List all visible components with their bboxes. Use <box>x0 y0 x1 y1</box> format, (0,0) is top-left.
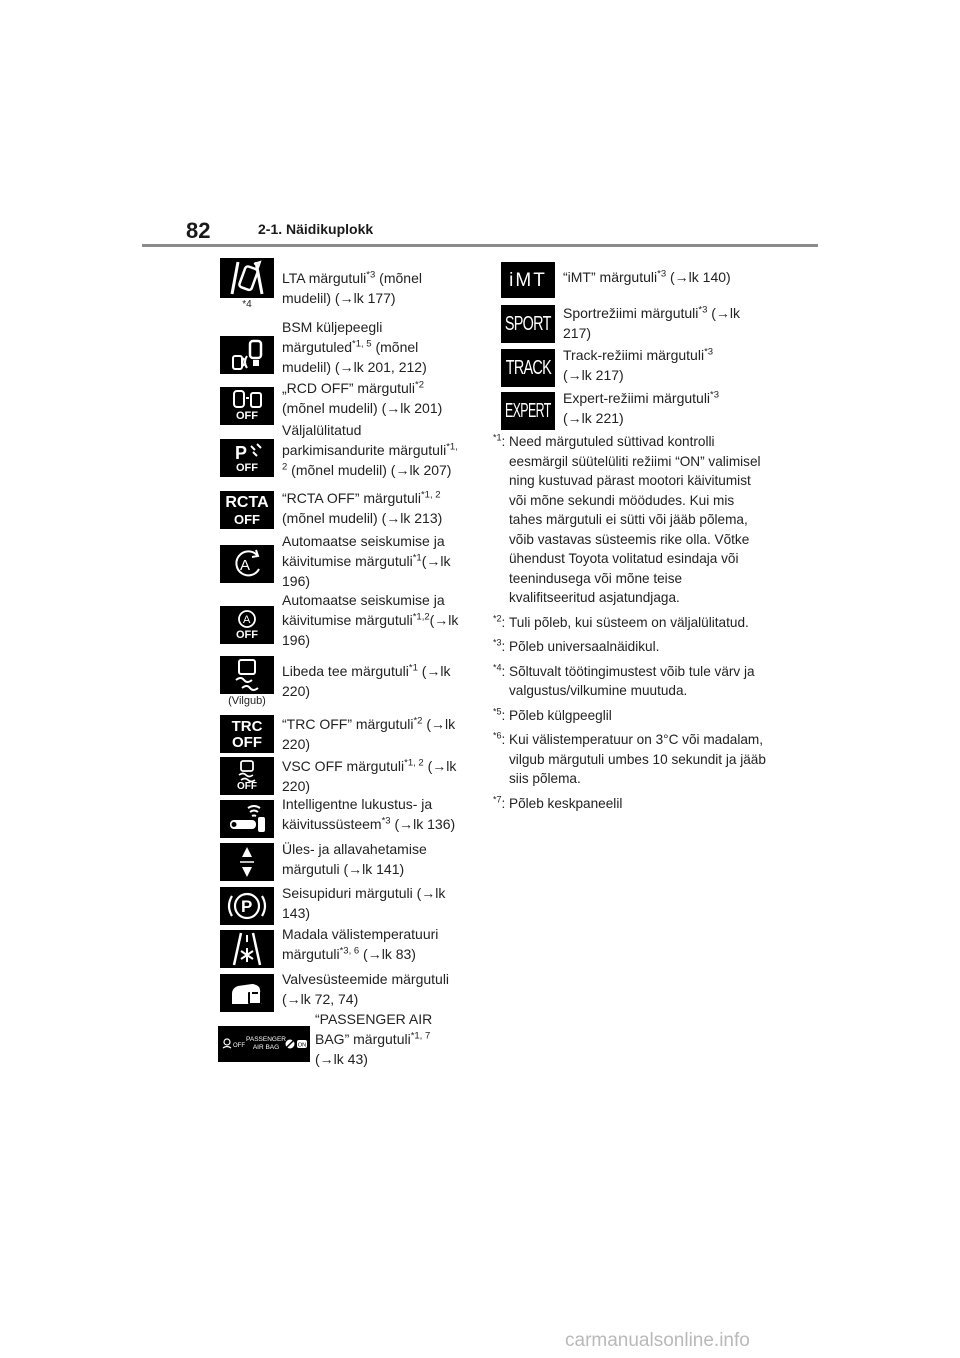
footnotes <box>493 432 768 818</box>
description-text: lk <box>446 758 457 774</box>
description-text: 220) <box>282 683 311 699</box>
footnote-marker: *1 <box>493 432 502 443</box>
description-text: ( <box>417 663 427 679</box>
description-text: lk 140) <box>688 269 731 285</box>
security-indicator-icon <box>220 974 274 1012</box>
passenger-airbag-icon <box>218 1026 310 1062</box>
description-text: → <box>674 269 689 285</box>
description-text: → <box>319 1051 334 1067</box>
footnote-text: Põleb keskpaneelil <box>509 795 623 811</box>
indicator-description <box>282 488 472 528</box>
description-text: Libeda tee märgutuli <box>282 663 409 679</box>
parking-sensor-off-icon <box>220 439 274 477</box>
description-text: → <box>567 367 582 383</box>
description-text: “RCTA OFF” märgutuli <box>282 490 421 506</box>
description-text: lk 136) <box>413 816 456 832</box>
icon-text: ON <box>297 1042 307 1049</box>
description-text: ( <box>390 816 400 832</box>
footnote-ref: *3 <box>381 815 391 827</box>
icon-text: OFF <box>233 1043 245 1049</box>
stop-start-icon <box>220 545 274 583</box>
description-text: lk <box>440 553 451 569</box>
blind-spot-monitor-icon <box>220 336 274 374</box>
description-text: märgutuli ( <box>282 861 349 877</box>
description-text: Intelligentne lukustus- ja <box>282 796 433 812</box>
description-text: lk <box>729 305 741 321</box>
footnote-ref: *1, 2 <box>404 757 424 769</box>
indicator-description <box>282 924 472 964</box>
description-text: Automaatse seiskumise ja <box>282 533 445 549</box>
description-text: ( <box>282 991 287 1007</box>
indicator-description <box>282 317 462 377</box>
description-text: → <box>386 400 401 416</box>
icon-text: SPORT <box>505 313 551 335</box>
rcd-off-icon <box>220 387 274 425</box>
description-text: mudelil) ( <box>282 359 340 375</box>
description-text: → <box>286 991 301 1007</box>
description-text: käivitussüsteem <box>282 816 382 832</box>
footnote-text: Need märgutuled süttivad kontrolli eesmärgil süütelüliti režiimi “ON” valimisel ning kustuvad pärast mootori käivitumist või mõne sekundi möödudes. Kui mis tahes märgutuli ei sütti või jääb põlema, võib vastavas süsteemis rike olla. Võtke ühendust Toyota volitatud esindaja või teenindusega või mõne teise kvalifitseeritud asjatundjaga. <box>509 434 761 605</box>
footnote: $^{*7}$: Põleb keskpaneelil <box>493 793 623 811</box>
lane-trace-assist-icon <box>220 258 274 298</box>
icon-text: OFF <box>234 511 260 527</box>
footnote-ref: *3 <box>366 269 376 281</box>
icon-text: TRACK <box>505 357 551 379</box>
icon-text: OFF <box>237 781 257 792</box>
description-text: 143) <box>282 905 311 921</box>
indicator-under-label: *4 <box>242 299 252 310</box>
description-text: ( <box>315 1051 320 1067</box>
icon-text: OFF <box>236 629 258 641</box>
icon-text: EXPERT <box>505 400 551 422</box>
description-text: „RCD OFF” märgutuli <box>282 380 416 396</box>
description-text: Automaatse seiskumise ja <box>282 592 445 608</box>
icon-text: iMT <box>509 269 547 291</box>
description-text: ( <box>666 269 675 285</box>
description-text: ( <box>707 305 716 321</box>
description-text: → <box>386 510 401 526</box>
description-text: ( <box>563 410 568 426</box>
description-text: ( <box>423 758 433 774</box>
footnote-ref: *3 <box>710 389 720 401</box>
description-text: → <box>432 758 447 774</box>
icon-text: RCTA <box>225 493 269 511</box>
footnote-ref: *1,2 <box>412 611 430 623</box>
indicator-description <box>282 268 462 308</box>
indicator-description <box>282 794 472 834</box>
footnote-ref: *3 <box>657 268 667 280</box>
description-text: ( <box>359 946 368 962</box>
indicator-description <box>563 267 763 287</box>
icon-text: OFF <box>232 733 262 751</box>
vsc-off-icon <box>220 757 274 795</box>
footnote: $^{*3}$: Põleb universaalnäidikul. <box>493 637 660 654</box>
footnote-ref: *1, 7 <box>410 1030 431 1042</box>
indicator-description <box>563 303 763 343</box>
footnote-ref: *1 <box>408 662 418 674</box>
parking-brake-icon <box>220 887 274 925</box>
indicator-description <box>282 839 472 879</box>
description-text: → <box>395 462 410 478</box>
footnote-ref: *1, 5 <box>352 338 372 350</box>
indicator-description <box>282 714 472 754</box>
description-text: → <box>715 305 730 321</box>
trc-off-icon <box>220 715 274 753</box>
description-text: “iMT” märgutuli <box>563 269 658 285</box>
shift-indicator-icon <box>220 843 274 881</box>
description-text: → <box>339 290 354 306</box>
slip-indicator-icon <box>220 656 274 694</box>
description-text: Väljalülitatud <box>282 422 362 438</box>
icon-text: A <box>243 614 251 626</box>
description-text: BSM küljepeegli <box>282 319 383 335</box>
description-text: → <box>426 663 441 679</box>
footnote-text: Tuli põleb, kui süsteem on väljalülitatud. <box>509 614 749 630</box>
description-text: (mõnel mudelil) ( <box>282 510 387 526</box>
description-text: ( <box>429 612 435 628</box>
description-text: lk <box>440 663 451 679</box>
footnote: $^{*6}$: Kui välistemperatuur on 3°C või madalam, vilgub märgutuli umbes 10 sekundit ja jääb siis põlema. <box>493 730 766 786</box>
description-text: märgutuli <box>282 946 340 962</box>
footnote-marker: *7 <box>493 793 502 804</box>
description-text: lk 217) <box>581 367 624 383</box>
page-number: 82 <box>186 218 211 243</box>
description-text: lk 207) <box>409 462 452 478</box>
description-text: → <box>426 553 441 569</box>
footnote-marker: *4 <box>493 661 502 672</box>
description-text: lk 72, 74) <box>300 991 359 1007</box>
page-header <box>186 210 820 248</box>
description-text: → <box>348 861 363 877</box>
description-text: mudelil) ( <box>282 290 340 306</box>
description-text: lk <box>445 716 456 732</box>
icon-text: OFF <box>236 462 258 474</box>
icon-text: AIR BAG <box>252 1044 280 1051</box>
rcta-off-icon <box>220 491 274 529</box>
description-text: (mõnel <box>371 339 419 355</box>
description-text: parkimisandurite märgutuli <box>282 442 447 458</box>
footnote-marker: *5 <box>493 705 502 716</box>
description-text: BAG” märgutuli <box>315 1031 411 1047</box>
footnote: $^{*1}$: Need märgutuled süttivad kontrolli eesmärgil süütelüliti režiimi “ON” valimisel ning kustuvad pärast mootori käivitumist või mõne sekundi möödudes. Kui mis tahes märgutuli ei sütti või jääb põlema, võib vastavas süsteemis rike olla. Võtke ühendust Toyota volitatud esindaja või teenindusega või mõne teise kvalifitseeritud asjatundjaga. <box>493 432 761 605</box>
description-text: ( <box>563 367 568 383</box>
svg-text:P: P <box>235 443 248 462</box>
description-text: (mõnel mudelil) ( <box>282 400 387 416</box>
indicator-description <box>282 590 472 650</box>
indicator-description <box>315 1009 475 1069</box>
indicator-description <box>282 756 472 796</box>
expert-mode-icon <box>501 392 555 430</box>
footnote-ref: *1, <box>446 441 458 453</box>
watermark: carmanualsonline.info <box>565 1330 750 1351</box>
description-text: → <box>367 946 382 962</box>
indicator-description <box>282 378 462 418</box>
description-text: ( <box>422 716 431 732</box>
icon-text: P <box>241 897 253 916</box>
description-text: lk <box>448 612 459 628</box>
description-text: käivitumise märgutuli <box>282 612 413 628</box>
description-text: LTA märgutuli <box>282 270 367 286</box>
indicator-description <box>282 531 472 591</box>
indicator-under-label: (Vilgub) <box>228 695 266 707</box>
indicator-description <box>282 883 472 923</box>
description-text: lk 213) <box>400 510 443 526</box>
description-text: käivitumise märgutuli <box>282 553 413 569</box>
description-text: → <box>421 885 436 901</box>
description-text: → <box>399 816 414 832</box>
description-text: ( <box>421 553 427 569</box>
description-text: lk 83) <box>381 946 416 962</box>
description-text: lk <box>435 885 446 901</box>
description-text: (mõnel mudelil) ( <box>287 462 396 478</box>
indicator-description <box>563 345 763 385</box>
footnote-ref: *3 <box>698 304 708 316</box>
description-text: Track-režiimi märgutuli <box>563 347 705 363</box>
footnote-text: Põleb külgpeeglil <box>509 707 612 723</box>
description-text: → <box>339 359 354 375</box>
description-text: Sportrežiimi märgutuli <box>563 305 699 321</box>
description-text: → <box>567 410 582 426</box>
description-text: VSC OFF märgutuli <box>282 758 405 774</box>
description-text: Expert-režiimi märgutuli <box>563 390 711 406</box>
icon-text: A <box>240 557 251 574</box>
indicator-description <box>563 388 763 428</box>
description-text: 220) <box>282 736 311 752</box>
footnote-ref: *2 <box>413 715 423 727</box>
description-text: 217) <box>563 325 592 341</box>
header-rule <box>142 244 818 247</box>
footnote-ref: *3, 6 <box>339 945 360 957</box>
description-text: lk 141) <box>362 861 405 877</box>
description-text: lk 177) <box>353 290 396 306</box>
description-text: Madala välistemperatuuri <box>282 926 439 942</box>
description-text: 220) <box>282 778 311 794</box>
icon-text: OFF <box>236 410 258 422</box>
footnote-text: Kui välistemperatuur on 3°C või madalam, vilgub märgutuli umbes 10 sekundit ja jääb siis põlema. <box>509 732 766 786</box>
description-text: märgutuled <box>282 339 353 355</box>
footnote-ref: *2 <box>415 379 424 391</box>
indicator-description <box>282 661 472 701</box>
stop-start-off-icon <box>220 606 274 644</box>
footnote: $^{*5}$: Põleb külgpeeglil <box>493 705 612 723</box>
indicator-description <box>282 420 472 480</box>
low-temperature-icon <box>220 930 274 968</box>
footnote-text: Sõltuvalt töötingimustest võib tule värv ja valgustus/vilkumine muutuda. <box>509 663 755 698</box>
description-text: lk 201) <box>400 400 443 416</box>
footnote-marker: *6 <box>493 730 502 741</box>
description-text: → <box>434 612 449 628</box>
footnote-marker: *2 <box>493 612 502 623</box>
description-text: Üles- ja allavahetamise <box>282 841 427 857</box>
footnote: $^{*2}$: Tuli põleb, kui süsteem on väljalülitatud. <box>493 612 749 630</box>
footnote: $^{*4}$: Sõltuvalt töötingimustest võib tule värv ja valgustus/vilkumine muutuda. <box>493 661 755 698</box>
icon-text: TRC <box>231 717 263 735</box>
footnote-ref: *1 <box>412 552 422 564</box>
description-text: “TRC OFF” märgutuli <box>282 716 414 732</box>
description-text: Seisupiduri märgutuli ( <box>282 885 422 901</box>
description-text: → <box>431 716 445 732</box>
description-text: lk 201, 212) <box>353 359 427 375</box>
imt-icon <box>501 262 555 298</box>
indicator-description <box>282 969 472 1009</box>
track-mode-icon <box>501 349 555 387</box>
footnote-ref: *1, 2 <box>420 489 441 501</box>
smart-key-icon <box>220 800 274 838</box>
description-text: Valvesüsteemide märgutuli <box>282 971 450 987</box>
description-text: (mõnel <box>375 270 422 286</box>
description-text: lk 221) <box>581 410 624 426</box>
description-text: lk 43) <box>333 1051 368 1067</box>
description-text: 196) <box>282 573 311 589</box>
description-text: 196) <box>282 632 311 648</box>
icon-text: PASSENGER <box>246 1036 286 1043</box>
section-title: 2-1. Näidikuplokk <box>258 221 374 237</box>
sport-mode-icon <box>501 305 555 343</box>
footnote-text: Põleb universaalnäidikul. <box>509 639 660 654</box>
footnote-marker: *3 <box>493 637 502 648</box>
footnote-ref: 2 <box>282 461 288 473</box>
description-text: “PASSENGER AIR <box>315 1011 433 1027</box>
footnote-ref: *3 <box>704 346 714 358</box>
